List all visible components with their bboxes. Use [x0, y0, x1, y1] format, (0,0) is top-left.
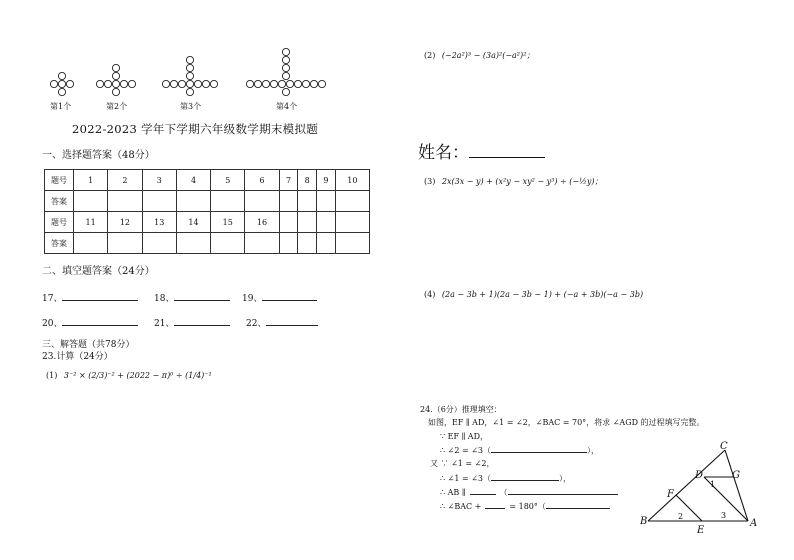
table-cell	[298, 212, 317, 233]
table-header-cell: 题号	[45, 170, 74, 191]
fill-item-21	[154, 316, 230, 329]
pattern-3	[162, 56, 217, 95]
answer-cell[interactable]	[279, 191, 298, 212]
fill-item-label: 20、	[42, 319, 63, 329]
q23-3-expression: 2x(3x − y) + (x²y − xy² − y³) ÷ (−½y)；	[441, 177, 603, 186]
q24-line4	[440, 472, 571, 484]
pattern-label-3: 第3个	[180, 102, 202, 111]
fill-item-18	[154, 291, 230, 304]
table-cell: 9	[317, 170, 336, 191]
answer-cell[interactable]	[317, 191, 336, 212]
fill-item-label: 19、	[242, 294, 263, 304]
answer-cell[interactable]	[108, 233, 142, 254]
answer-cell[interactable]	[335, 191, 369, 212]
answer-cell[interactable]	[74, 233, 108, 254]
answer-cell[interactable]	[245, 233, 279, 254]
fill-blank[interactable]	[266, 316, 318, 326]
table-row	[45, 212, 370, 233]
q24-line6-text: ∴ ∠BAC +	[440, 502, 482, 511]
q24-line5	[440, 486, 618, 498]
label-E: E	[697, 525, 705, 536]
fill-blank[interactable]	[174, 316, 230, 326]
q23-1-label: (1)	[46, 371, 58, 380]
q23-4-expression: (2a − 3b + 1)(2a − 3b − 1) + (−a + 3b)(−a − 3b)	[441, 290, 644, 299]
answer-cell[interactable]	[142, 191, 176, 212]
name-field	[418, 138, 545, 163]
answer-cell[interactable]	[74, 191, 108, 212]
q23-2-expression: (−2a²)³ − (3a)²(−a²)²；	[441, 51, 535, 60]
table-cell: 10	[335, 170, 369, 191]
q24-heading: 24.（6分）推理填空：	[420, 405, 502, 414]
line-blank[interactable]	[470, 486, 496, 495]
page-title: 2022-2023 学年下学期六年级数学期末模拟题	[72, 122, 319, 136]
table-cell: 1	[74, 170, 108, 191]
fill-blank[interactable]	[174, 291, 230, 301]
label-C: C	[720, 441, 728, 452]
name-label: 姓名：	[418, 143, 469, 163]
pattern-2	[96, 64, 135, 95]
table-cell: 2	[108, 170, 142, 191]
fill-item-label: 22、	[246, 319, 267, 329]
fill-item-17	[42, 291, 138, 304]
fill-item-20	[42, 316, 138, 329]
table-row	[45, 170, 370, 191]
q24-line6	[440, 500, 610, 512]
q23-2-label: (2)	[424, 51, 436, 60]
q23-heading: 23.计算（24分）	[42, 352, 113, 362]
q23-3	[424, 176, 602, 187]
answer-cell[interactable]	[108, 191, 142, 212]
section1-heading: 一、选择题答案（48分）	[42, 150, 155, 161]
answer-cell[interactable]	[298, 233, 317, 254]
q23-1	[46, 371, 212, 380]
q24-line4-end: ），	[559, 474, 572, 483]
fill-item-label: 21、	[154, 319, 175, 329]
reason-blank[interactable]	[508, 486, 618, 495]
q24-intro: 如图，EF ∥ AD，∠1 = ∠2，∠BAC = 70°，将求 ∠AGD 的过程填写完整。	[428, 418, 705, 427]
table-cell: 12	[108, 212, 142, 233]
q24-line6-mid: = 180°（	[509, 502, 546, 511]
triangle-figure	[632, 440, 762, 536]
label-F: F	[667, 489, 674, 500]
table-cell: 14	[176, 212, 210, 233]
angle-blank[interactable]	[485, 500, 505, 509]
table-header-cell: 答案	[45, 191, 74, 212]
answer-cell[interactable]	[298, 191, 317, 212]
answer-cell[interactable]	[176, 233, 210, 254]
answer-cell[interactable]	[279, 233, 298, 254]
label-G: G	[732, 470, 740, 481]
label-D: D	[695, 470, 704, 481]
fill-blank[interactable]	[62, 291, 138, 301]
table-cell: 11	[74, 212, 108, 233]
fill-item-22	[246, 316, 318, 329]
pattern-1	[50, 72, 73, 95]
label-B: B	[640, 516, 648, 527]
table-cell: 13	[142, 212, 176, 233]
q24-line1: ∵ EF ∥ AD，	[440, 432, 488, 441]
table-row	[45, 191, 370, 212]
table-cell	[335, 212, 369, 233]
fill-item-19	[242, 291, 317, 304]
table-cell	[279, 212, 298, 233]
angle-label-3: 3	[721, 511, 727, 520]
answer-cell[interactable]	[176, 191, 210, 212]
q24-line2-text: ∴ ∠2 = ∠3（	[440, 446, 492, 455]
table-cell: 16	[245, 212, 279, 233]
table-row	[45, 233, 370, 254]
q23-1-expression: 3⁻² × (2/3)⁻² + (2022 − π)⁰ ÷ (1/4)⁻¹	[63, 371, 212, 380]
q24-line5-mid: （	[499, 488, 508, 497]
section2-heading: 二、填空题答案（24分）	[42, 266, 155, 277]
q24-line4-text: ∴ ∠1 = ∠3（	[440, 474, 492, 483]
fill-item-label: 17、	[42, 294, 63, 304]
table-cell: 8	[298, 170, 317, 191]
answer-cell[interactable]	[335, 233, 369, 254]
name-input-line[interactable]	[469, 143, 545, 158]
angle-label-1: 1	[710, 480, 716, 489]
label-A: A	[750, 518, 758, 529]
pattern-label-4: 第4个	[276, 102, 298, 111]
table-cell: 15	[211, 212, 245, 233]
q24-line3: 又 ∵ ∠1 = ∠2，	[430, 459, 495, 468]
reason-blank[interactable]	[546, 500, 610, 509]
table-cell: 7	[279, 170, 298, 191]
fill-blank[interactable]	[262, 291, 317, 301]
table-cell: 3	[142, 170, 176, 191]
answer-cell[interactable]	[211, 233, 245, 254]
q23-4	[424, 290, 643, 299]
pattern-label-2: 第2个	[106, 102, 128, 111]
table-cell: 6	[245, 170, 279, 191]
fill-item-label: 18、	[154, 294, 175, 304]
reason-blank[interactable]	[491, 472, 559, 481]
q23-3-label: (3)	[424, 177, 436, 186]
answer-cell[interactable]	[142, 233, 176, 254]
answer-cell[interactable]	[211, 191, 245, 212]
fill-blank[interactable]	[62, 316, 138, 326]
table-header-cell: 题号	[45, 212, 74, 233]
q23-4-label: (4)	[424, 290, 436, 299]
q23-2	[424, 50, 534, 61]
reason-blank[interactable]	[491, 444, 587, 453]
q24-line2	[440, 444, 599, 456]
angle-label-2: 2	[678, 512, 684, 521]
table-cell: 4	[176, 170, 210, 191]
q24-line5-text: ∴ AB ∥	[440, 488, 466, 497]
pattern-4	[246, 48, 325, 95]
table-header-cell: 答案	[45, 233, 74, 254]
answer-table	[44, 169, 370, 254]
pattern-label-1: 第1个	[50, 102, 72, 111]
table-cell: 5	[211, 170, 245, 191]
answer-cell[interactable]	[317, 233, 336, 254]
table-cell	[317, 212, 336, 233]
q24-line2-end: ），	[587, 446, 600, 455]
section3-heading: 三、解答题（共78分）	[42, 340, 135, 350]
answer-cell[interactable]	[245, 191, 279, 212]
